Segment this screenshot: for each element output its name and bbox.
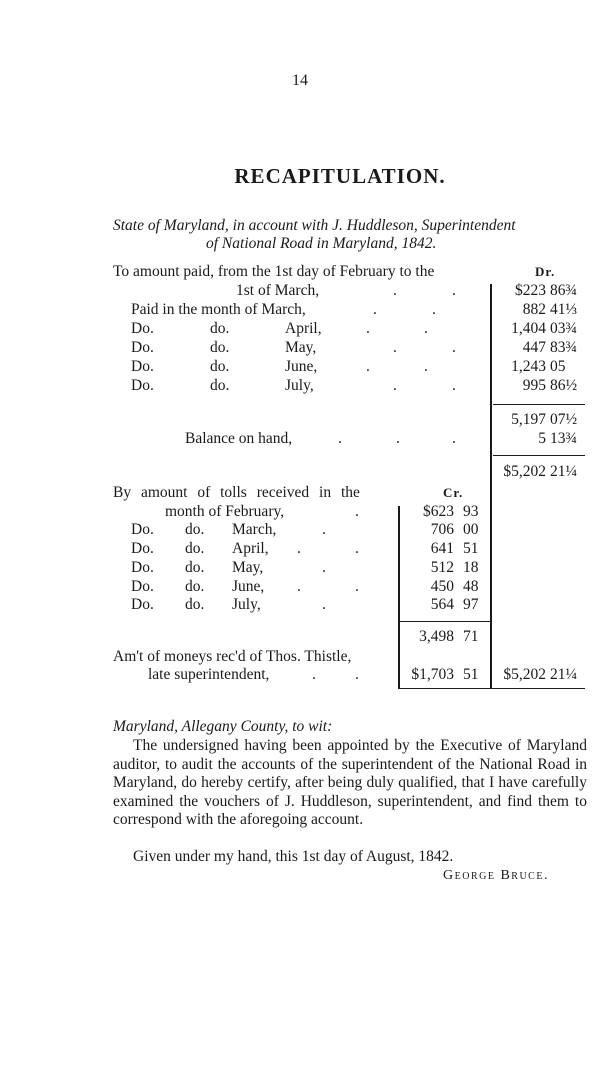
debit-total-cents: 21¼ [550,463,578,480]
debit-row-do: Do. [131,358,154,375]
dot-leader: . [373,301,377,318]
credit-total-dollars: $5,202 [503,666,546,683]
account-subtitle-line2: of National Road in Maryland, 1842. [206,235,437,252]
dot-leader: . [322,596,326,613]
credit-row-ditto: do. [185,540,205,557]
credit-row-month: July, [232,596,261,613]
debit-amount-cents: 86½ [550,377,578,394]
credit-column-header: Cr. [443,485,464,500]
credit-amount-dollars: 564 [430,596,454,613]
credit-amount-dollars: 450 [430,578,454,595]
dot-leader: . [432,301,436,318]
thistle-dollars: $1,703 [411,666,454,683]
debit-intro-line1: To amount paid, from the 1st day of February to the [113,263,435,280]
dot-leader: . [355,666,359,683]
credit-subtotal-rule [400,621,490,622]
debit-amount-cents: 41⅓ [550,301,578,318]
dot-leader: . [396,430,400,447]
dot-leader: . [312,666,316,683]
credit-amount-cents: 48 [463,578,479,595]
debit-intro-line2: 1st of March, [236,282,320,299]
dot-leader: . [393,282,397,299]
credit-amount-cents: 97 [463,596,479,613]
debit-amount-cents: 03¾ [550,320,578,337]
credit-row-month: May, [232,559,264,576]
certificate-heading: Maryland, Allegany County, to wit: [113,718,333,735]
dot-leader: . [452,430,456,447]
credit-amount-cents: 93 [463,503,479,520]
credit-subtotal-dollars: 3,498 [419,628,454,645]
debit-subtotal-rule [493,404,585,405]
credit-row-ditto: do. [185,596,205,613]
debit-amount-cents: 86¾ [550,282,578,299]
credit-subtotal-cents: 71 [463,628,479,645]
dot-leader: . [452,282,456,299]
debit-column-header: Dr. [535,264,556,279]
credit-intro-line1: By amount of tolls received in the [113,484,360,501]
dot-leader: . [322,559,326,576]
credit-row-do: Do. [131,559,154,576]
balance-dollars: 5 [538,430,546,447]
dot-leader: . [393,339,397,356]
dot-leader: . [297,578,301,595]
debit-amount-dollars: 1,404 [511,320,546,337]
thistle-cents: 51 [463,666,479,683]
dot-leader: . [393,377,397,394]
dot-leader: . [355,578,359,595]
credit-amount-dollars: 641 [430,540,454,557]
debit-amount-dollars: 995 [522,377,546,394]
debit-row-ditto: do. [210,339,230,356]
debit-amount-dollars: 882 [522,301,546,318]
dot-leader: . [355,540,359,557]
debit-column-rule [490,284,492,688]
dot-leader: . [297,540,301,557]
credit-row-ditto: do. [185,578,205,595]
account-subtitle-line1: State of Maryland, in account with J. Huddleson, Superintendent [113,217,516,234]
credit-column-rule [398,506,400,688]
final-total-rule [398,688,585,689]
debit-subtotal-dollars: 5,197 [511,411,546,428]
debit-row-do: Do. [131,320,154,337]
debit-total-rule [493,455,585,456]
debit-total-dollars: $5,202 [503,463,546,480]
page-number: 14 [292,72,308,89]
credit-intro-line2: month of February, [165,503,285,520]
dot-leader: . [424,358,428,375]
debit-row-ditto: do. [210,377,230,394]
debit-amount-cents: 83¾ [550,339,578,356]
debit-row-month: April, [285,320,322,337]
credit-row-do: Do. [131,578,154,595]
credit-amount-cents: 51 [463,540,479,557]
certificate-given-line: Given under my hand, this 1st day of August, 1842. [133,848,454,865]
credit-row-month: June, [232,578,265,595]
debit-row-do: Do. [131,377,154,394]
credit-row-month: March, [232,521,277,538]
credit-amount-dollars: $623 [423,503,454,520]
debit-subtotal-cents: 07½ [550,411,578,428]
thistle-label-line2: late superintendent, [148,666,270,683]
debit-row-ditto: do. [210,358,230,375]
balance-cents: 13¾ [550,430,578,447]
credit-amount-cents: 18 [463,559,479,576]
debit-amount-dollars: $223 [515,282,546,299]
credit-amount-cents: 00 [463,521,479,538]
balance-label: Balance on hand, [185,430,293,447]
thistle-label-line1: Am't of moneys rec'd of Thos. Thistle, [113,648,352,665]
debit-row-label: Paid in the month of March, [131,301,306,318]
credit-row-ditto: do. [185,559,205,576]
dot-leader: . [452,339,456,356]
credit-row-do: Do. [131,596,154,613]
credit-total-cents: 21¼ [550,666,578,683]
credit-amount-dollars: 512 [430,559,454,576]
dot-leader: . [366,358,370,375]
dot-leader: . [424,320,428,337]
debit-row-do: Do. [131,339,154,356]
credit-row-do: Do. [131,540,154,557]
debit-amount-dollars: 447 [522,339,546,356]
debit-row-month: July, [285,377,314,394]
credit-amount-dollars: 706 [430,521,454,538]
debit-amount-dollars: 1,243 [511,358,546,375]
credit-row-month: April, [232,540,269,557]
dot-leader: . [322,521,326,538]
page-title: RECAPITULATION. [234,164,446,188]
credit-row-ditto: do. [185,521,205,538]
debit-row-ditto: do. [210,320,230,337]
debit-amount-cents: 05 [550,358,566,375]
credit-row-do: Do. [131,521,154,538]
dot-leader: . [452,377,456,394]
debit-row-month: May, [285,339,317,356]
certificate-body: The undersigned having been appointed by the Executive of Maryland auditor, to audit the accounts of the superintendent of the National Road in Maryland, do hereby certify, after being duly qualified, that I have carefully examined the vouchers of J. Huddleson, superintendent, and find them to correspond with the aforegoing account. [113,737,587,828]
dot-leader: . [355,503,359,520]
debit-row-month: June, [285,358,318,375]
dot-leader: . [366,320,370,337]
auditor-signature: George Bruce. [443,868,549,883]
dot-leader: . [338,430,342,447]
